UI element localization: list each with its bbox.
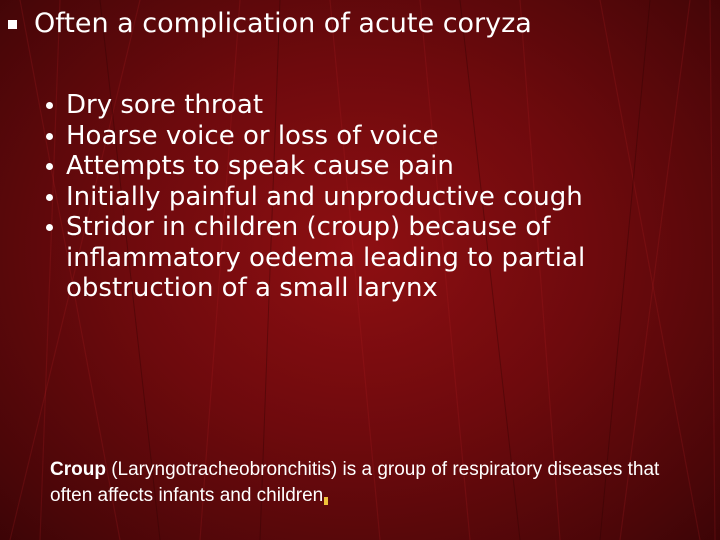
bullet-item — [44, 151, 714, 182]
bullet-text: Initially painful and unproductive cough — [66, 181, 583, 212]
note-term: Croup — [50, 459, 106, 480]
bullet-list — [44, 90, 714, 304]
bullet-dot-icon — [46, 224, 53, 231]
croup-note — [50, 457, 690, 509]
bullet-item — [44, 182, 714, 213]
bullet-dot-icon — [46, 163, 53, 170]
bullet-text: Stridor in children (croup) because of inflammatory oedema leading to partial obstruction of a small larynx — [66, 212, 586, 303]
bullet-item — [44, 90, 714, 121]
heading-row — [8, 6, 708, 46]
bullet-dot-icon — [46, 133, 53, 140]
bullet-dot-icon — [46, 102, 53, 109]
bullet-text: Hoarse voice or loss of voice — [66, 120, 439, 151]
note-text: (Laryngotracheobronchitis) is a group of respiratory diseases that often affects infants and children — [50, 459, 660, 506]
bullet-text: Attempts to speak cause pain — [66, 151, 454, 181]
text-cursor-icon — [324, 497, 328, 505]
bullet-dot-icon — [46, 194, 53, 201]
bullet-item — [44, 212, 714, 304]
bullet-item — [44, 121, 714, 152]
square-bullet-icon — [8, 20, 17, 29]
slide-heading: Often a complication of acute coryza — [34, 8, 532, 39]
bullet-text: Dry sore throat — [66, 90, 264, 120]
